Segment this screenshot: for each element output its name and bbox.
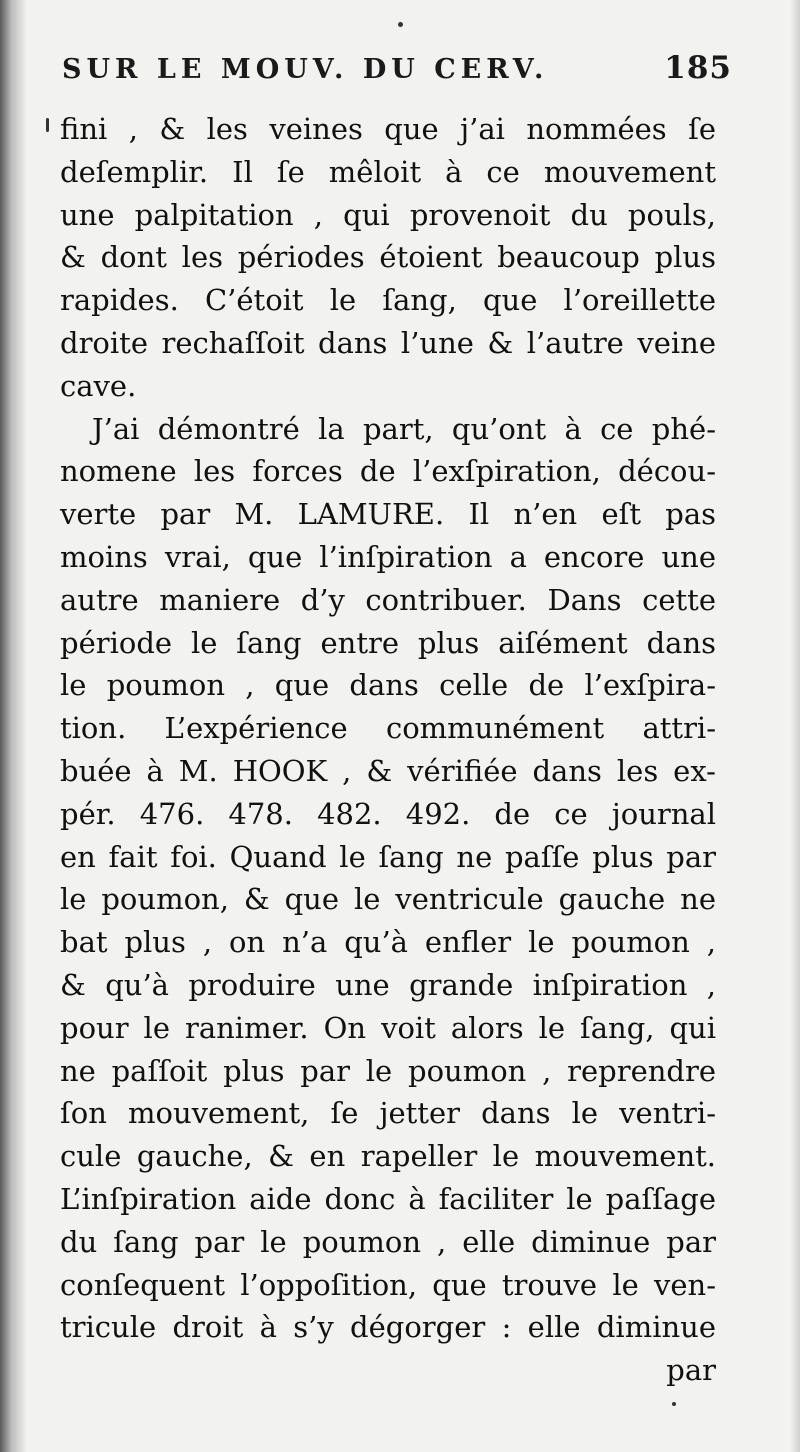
text-line: cave. [60,368,137,403]
text-line: verte par M. LAMURE. Il n’en eſt pas [60,497,716,532]
text-line: une palpitation , qui provenoit du pouls, [60,197,716,232]
text-line: rapides. C’étoit le ſang, que l’oreillette [60,283,716,318]
text-line: L’inſpiration aide donc à faciliter le paſſage [60,1181,716,1216]
binding-shadow [0,0,26,1452]
text-line: buée à M. HOOK , & vérifiée dans les ex- [60,753,716,788]
text-line: autre maniere d’y contribuer. Dans cette [60,582,716,617]
text-line: fini , & les veines que j’ai nommées ſe [60,112,716,146]
text-line: ſon mouvement, ſe jetter dans le ventri- [60,1096,716,1131]
text-line: & qu’à produire une grande inſpiration , [60,967,716,1002]
ink-speck [46,118,49,132]
text-line: le poumon, & que le ventricule gauche ne [60,882,716,917]
paragraph-start-line: J’ai démontré la part, qu’ont à ce phé- [92,411,716,446]
text-line: ne paſſoit plus par le poumon , reprendre [60,1053,716,1088]
text-line: deſemplir. Il ſe mêloit à ce mouvement [60,154,716,189]
ink-speck [398,22,403,27]
text-line: & dont les périodes étoient beaucoup plus [60,240,716,275]
text-line: en fait foi. Quand le ſang ne paſſe plus par [60,839,716,874]
text-line: tion. L’expérience communément attri- [60,711,716,746]
running-head [62,50,732,94]
text-line: pour le ranimer. On voit alors le ſang, qui [60,1010,716,1045]
text-line: droite rechaſſoit dans l’une & l’autre veine [60,325,716,360]
text-line: période le ſang entre plus aiſément dans [60,625,716,660]
text-line: nomene les forces de l’exſpiration, décou- [60,454,716,489]
text-line: bat plus , on n’a qu’à enfler le poumon , [60,925,716,960]
catchword: par [666,1353,716,1388]
text-line: moins vrai, que l’inſpiration a encore une [60,539,716,574]
page-edge [790,0,800,1452]
text-line: du ſang par le poumon , elle diminue par [60,1224,716,1259]
ink-speck [672,1402,676,1406]
text-line: tricule droit à s’y dégorger : elle diminue [60,1310,716,1345]
running-head-title: SUR LE MOUV. DU CERV. [62,54,549,85]
text-line: le poumon , que dans celle de l’exſpira- [60,668,716,703]
text-line: cule gauche, & en rapeller le mouvement. [60,1139,716,1174]
text-line: pér. 476. 478. 482. 492. de ce journal [60,796,716,831]
text-line: conſequent l’oppoſition, que trouve le ven- [60,1267,716,1302]
page-number: 185 [664,50,732,86]
body-text [60,108,716,1392]
